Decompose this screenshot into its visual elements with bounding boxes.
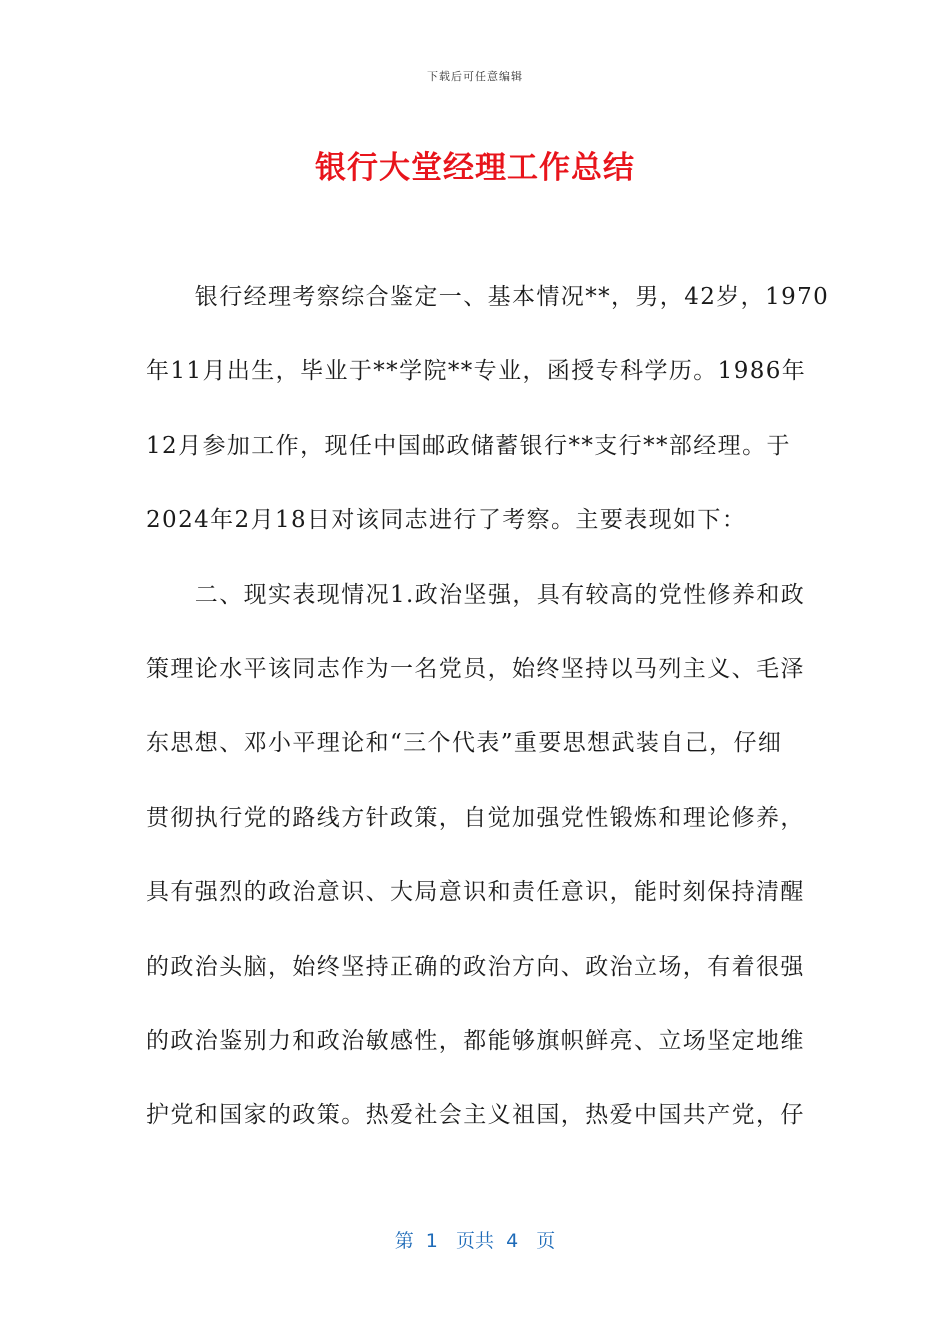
body-line: 护党和国家的政策。热爱社会主义祖国，热爱中国共产党，仔 [146, 1102, 805, 1129]
body-line: 贯彻执行党的路线方针政策，自觉加强党性锻炼和理论修养， [146, 804, 805, 831]
document-body [146, 260, 830, 1153]
body-line: 年11月出生，毕业于**学院**专业，函授专科学历。1986年 [146, 358, 807, 385]
body-line: 银行经理考察综合鉴定一、基本情况**，男，42岁，1970 [146, 284, 830, 310]
body-line: 东思想、邓小平理论和“三个代表”重要思想武装自己，仔细 [146, 730, 783, 757]
body-line: 二、现实表现情况1.政治坚强，具有较高的党性修养和政 [146, 581, 806, 608]
body-line: 12月参加工作，现任中国邮政储蓄银行**支行**部经理。于 [146, 432, 791, 459]
page-number-footer: 第 1 页共 4 页 [394, 1230, 556, 1252]
header-note: 下载后可任意编辑 [427, 70, 523, 83]
body-line: 的政治头脑，始终坚持正确的政治方向、政治立场，有着很强 [146, 953, 805, 980]
body-line: 的政治鉴别力和政治敏感性，都能够旗帜鲜亮、立场坚定地维 [146, 1027, 805, 1054]
body-line: 具有强烈的政治意识、大局意识和责任意识，能时刻保持清醒 [146, 879, 805, 906]
body-line: 2024年2月18日对该同志进行了考察。主要表现如下： [146, 507, 747, 534]
body-line: 策理论水平该同志作为一名党员，始终坚持以马列主义、毛泽 [146, 655, 805, 682]
document-title: 银行大堂经理工作总结 [315, 150, 635, 186]
